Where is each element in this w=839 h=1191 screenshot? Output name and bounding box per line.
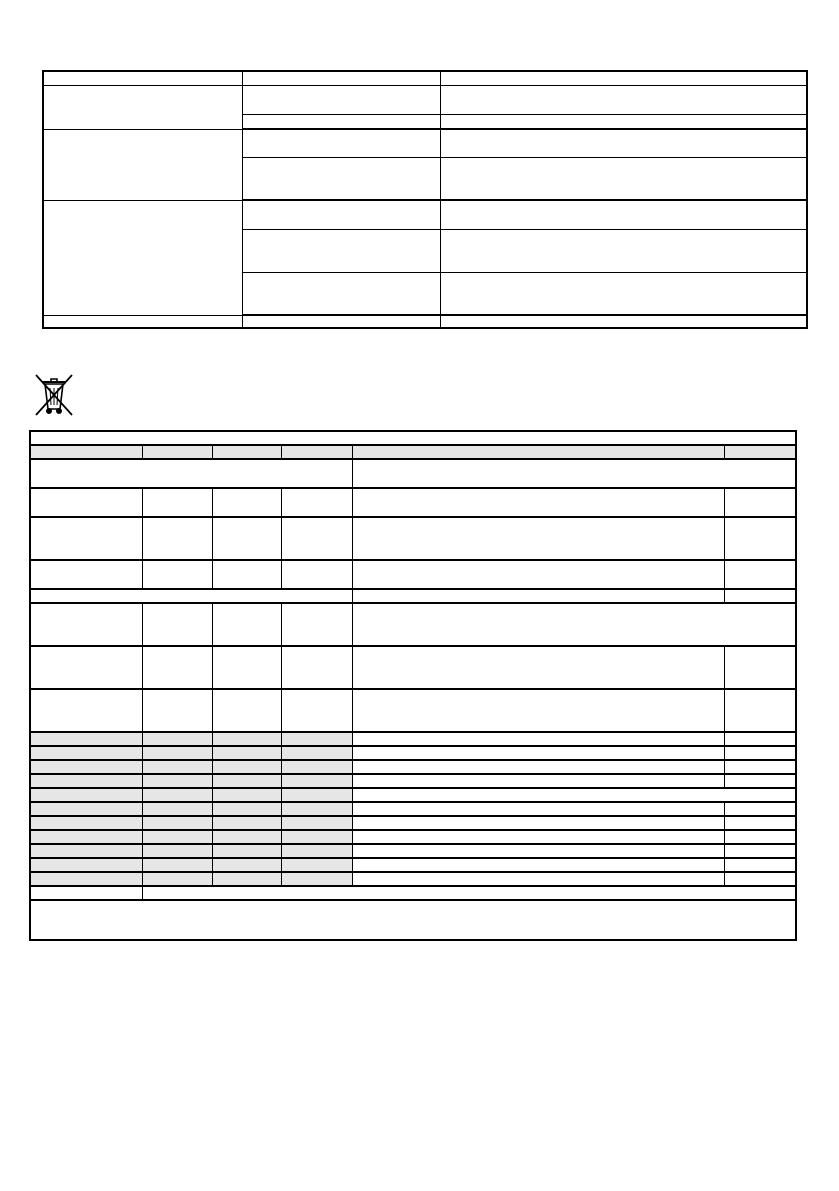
table-cell <box>142 802 212 816</box>
table-cell <box>352 689 724 732</box>
table-row <box>43 200 807 229</box>
table-cell <box>281 517 352 560</box>
table-cell <box>212 774 281 788</box>
table-cell <box>212 732 281 746</box>
table-cell <box>30 488 142 517</box>
table-cell <box>242 85 440 114</box>
table-cell <box>352 760 724 774</box>
table-cell <box>43 85 242 129</box>
table-header-cell <box>281 445 352 459</box>
table-cell <box>30 603 142 646</box>
table-header-cell <box>724 445 796 459</box>
table-cell <box>352 746 724 760</box>
table-row <box>43 85 807 114</box>
table-row <box>30 872 796 886</box>
table-row <box>30 900 796 940</box>
table-row <box>43 71 807 85</box>
table-cell <box>281 488 352 517</box>
table-cell <box>281 816 352 830</box>
table-cell <box>30 830 142 844</box>
table-cell <box>281 830 352 844</box>
table-cell <box>440 272 807 315</box>
table-row <box>43 315 807 328</box>
table-cell <box>281 689 352 732</box>
table-cell <box>281 603 352 646</box>
table-cell <box>440 71 807 85</box>
table-cell <box>30 689 142 732</box>
table-cell <box>281 788 352 802</box>
table-cell <box>724 844 796 858</box>
table-cell <box>440 114 807 129</box>
table-cell <box>30 844 142 858</box>
table-cell <box>281 646 352 689</box>
table-cell <box>142 603 212 646</box>
table-cell <box>30 589 352 603</box>
table-cell <box>724 802 796 816</box>
table-row <box>30 689 796 732</box>
table-cell <box>724 760 796 774</box>
table-cell <box>242 157 440 200</box>
table-cell <box>212 858 281 872</box>
table-cell <box>30 459 352 488</box>
footer-value <box>142 886 796 900</box>
table-cell <box>212 517 281 560</box>
top-table <box>42 70 808 329</box>
table-cell <box>352 802 724 816</box>
table-cell <box>242 200 440 229</box>
table-row <box>30 603 796 646</box>
table-cell <box>30 816 142 830</box>
table-cell <box>142 488 212 517</box>
table-cell <box>142 517 212 560</box>
table-row <box>30 459 796 488</box>
table-row <box>30 802 796 816</box>
table-header-cell <box>30 445 142 459</box>
table-cell <box>352 488 724 517</box>
table-cell <box>30 802 142 816</box>
table-cell <box>440 157 807 200</box>
table-cell <box>212 802 281 816</box>
table-cell <box>724 488 796 517</box>
table-cell <box>30 732 142 746</box>
table-cell <box>30 517 142 560</box>
table-cell <box>281 802 352 816</box>
table-cell <box>30 774 142 788</box>
table-cell <box>30 560 142 589</box>
table-cell <box>352 603 796 646</box>
table-row <box>30 589 796 603</box>
table-cell <box>352 646 724 689</box>
spec-table-title <box>30 431 796 445</box>
table-cell <box>142 830 212 844</box>
table-row <box>30 646 796 689</box>
table-cell <box>30 788 142 802</box>
table-cell <box>724 732 796 746</box>
table-row <box>30 517 796 560</box>
table-cell <box>724 858 796 872</box>
table-row <box>30 830 796 844</box>
table-cell <box>30 760 142 774</box>
table-cell <box>352 872 724 886</box>
table-cell <box>440 85 807 114</box>
table-row <box>30 488 796 517</box>
table-cell <box>352 560 724 589</box>
table-cell <box>142 774 212 788</box>
table-row <box>30 445 796 459</box>
spec-table-note <box>30 900 796 940</box>
table-cell <box>281 746 352 760</box>
table-cell <box>212 844 281 858</box>
table-cell <box>30 646 142 689</box>
table-cell <box>30 858 142 872</box>
table-cell <box>724 589 796 603</box>
crossed-out-wheelie-bin-icon <box>30 369 78 417</box>
table-cell <box>242 114 440 129</box>
table-cell <box>142 844 212 858</box>
table-cell <box>352 788 796 802</box>
table-cell <box>142 560 212 589</box>
table-cell <box>352 858 724 872</box>
table-cell <box>30 872 142 886</box>
table-cell <box>724 689 796 732</box>
table-row <box>30 746 796 760</box>
table-cell <box>281 760 352 774</box>
table-header-cell <box>142 445 212 459</box>
table-cell <box>212 760 281 774</box>
table-cell <box>440 200 807 229</box>
table-cell <box>440 129 807 157</box>
table-cell <box>724 774 796 788</box>
table-cell <box>242 315 440 328</box>
table-cell <box>242 129 440 157</box>
table-header-cell <box>352 445 724 459</box>
table-row <box>30 732 796 746</box>
table-cell <box>242 229 440 272</box>
table-cell <box>212 646 281 689</box>
table-cell <box>352 830 724 844</box>
table-cell <box>43 315 242 328</box>
table-cell <box>352 844 724 858</box>
footer-label <box>30 886 142 900</box>
table-cell <box>724 517 796 560</box>
table-cell <box>724 560 796 589</box>
table-cell <box>352 774 724 788</box>
table-row <box>30 774 796 788</box>
table-cell <box>142 646 212 689</box>
table-cell <box>212 560 281 589</box>
table-cell <box>142 788 212 802</box>
table-cell <box>281 872 352 886</box>
table-cell <box>242 71 440 85</box>
table-cell <box>212 488 281 517</box>
table-cell <box>43 129 242 200</box>
table-cell <box>142 760 212 774</box>
table-cell <box>142 858 212 872</box>
spec-table <box>29 430 797 941</box>
table-cell <box>724 746 796 760</box>
table-cell <box>352 589 724 603</box>
table-cell <box>352 732 724 746</box>
table-row <box>30 886 796 900</box>
table-cell <box>724 816 796 830</box>
table-cell <box>281 560 352 589</box>
table-row <box>30 816 796 830</box>
table-cell <box>212 872 281 886</box>
table-cell <box>142 732 212 746</box>
table-cell <box>281 844 352 858</box>
table-cell <box>352 816 724 830</box>
table-cell <box>281 774 352 788</box>
table-cell <box>142 816 212 830</box>
table-cell <box>212 830 281 844</box>
table-cell <box>352 517 724 560</box>
table-cell <box>352 459 796 488</box>
table-cell <box>724 872 796 886</box>
table-row <box>30 560 796 589</box>
table-cell <box>43 71 242 85</box>
table-cell <box>30 746 142 760</box>
table-row <box>30 760 796 774</box>
table-cell <box>212 603 281 646</box>
table-cell <box>724 646 796 689</box>
table-row <box>30 858 796 872</box>
table-cell <box>142 872 212 886</box>
table-cell <box>212 689 281 732</box>
table-cell <box>43 200 242 315</box>
table-cell <box>281 732 352 746</box>
table-row <box>30 431 796 445</box>
table-row <box>30 844 796 858</box>
table-header-cell <box>212 445 281 459</box>
table-cell <box>281 858 352 872</box>
table-row <box>43 129 807 157</box>
table-row <box>30 788 796 802</box>
table-cell <box>440 229 807 272</box>
table-cell <box>212 788 281 802</box>
table-cell <box>242 272 440 315</box>
table-cell <box>440 315 807 328</box>
table-cell <box>212 816 281 830</box>
table-cell <box>142 689 212 732</box>
table-cell <box>212 746 281 760</box>
table-cell <box>142 746 212 760</box>
table-cell <box>724 830 796 844</box>
